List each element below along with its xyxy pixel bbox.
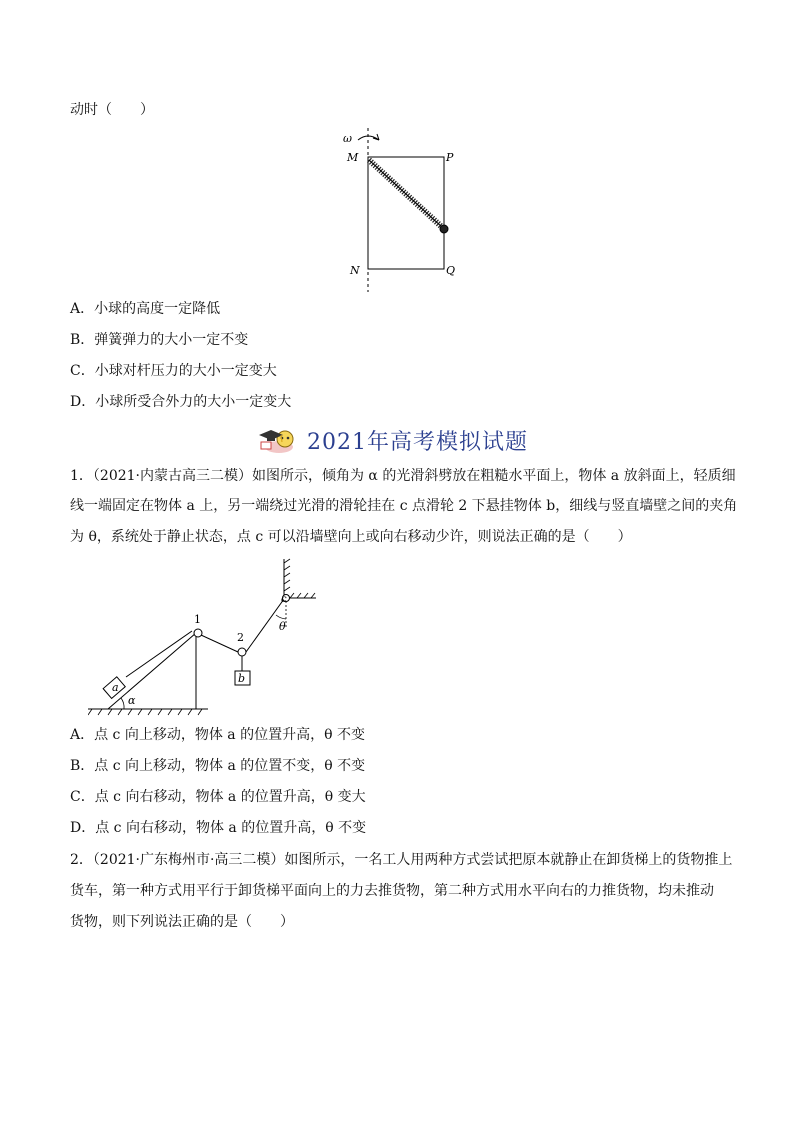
- banner-title: 2021年高考模拟试题: [307, 429, 528, 455]
- label-alpha: α: [128, 694, 136, 707]
- q2-stem-line-2: 货车，第一种方式用平行于卸货梯平面向上的力去推货物，第二种方式用水平向右的力推货物，均未推动: [70, 883, 714, 899]
- label-b: b: [238, 672, 246, 685]
- q2-stem-line-3: 货物，则下列说法正确的是（ ）: [70, 914, 294, 930]
- graduation-cap-icon: [255, 425, 299, 455]
- option-b: B．弹簧弹力的大小一定不变: [70, 332, 249, 348]
- q1-stem-line-3: 为 θ，系统处于静止状态，点 c 可以沿墙壁向上或向右移动少许，则说法正确的是（ ）: [70, 529, 632, 545]
- question-stem-tail: 动时（ ）: [70, 102, 154, 118]
- section-banner: [255, 424, 528, 456]
- label-pulley-2: 2: [237, 631, 244, 644]
- label-M: M: [347, 151, 359, 164]
- label-pulley-1: 1: [194, 613, 201, 626]
- label-a: a: [112, 681, 119, 694]
- q2-stem-line-1: 2．（2021·广东梅州市·高三二模）如图所示，一名工人用两种方式尝试把原本就静止在卸货梯上的货物推上: [70, 852, 733, 868]
- option-d: D．小球所受合外力的大小一定变大: [70, 394, 292, 410]
- label-theta: θ: [279, 620, 286, 633]
- label-N: N: [350, 264, 360, 277]
- rotating-frame-figure: [335, 124, 465, 294]
- q1-option-c: C．点 c 向右移动，物体 a 的位置升高，θ 变大: [70, 789, 366, 805]
- q1-option-a: A．点 c 向上移动，物体 a 的位置升高，θ 不变: [70, 727, 365, 743]
- q1-option-d: D．点 c 向右移动，物体 a 的位置升高，θ 不变: [70, 820, 367, 836]
- q1-stem-line-1: 1．（2021·内蒙古高三二模）如图所示，倾角为 α 的光滑斜劈放在粗糙水平面上，物体 a 放斜面上，轻质细: [70, 468, 736, 484]
- label-c: c: [281, 594, 287, 605]
- label-Q: Q: [446, 264, 456, 277]
- q1-stem-line-2: 线一端固定在物体 a 上，另一端绕过光滑的滑轮挂在 c 点滑轮 2 下悬挂物体 b，细线与竖直墙壁之间的夹角: [70, 498, 738, 514]
- option-a: A．小球的高度一定降低: [70, 301, 221, 317]
- label-P: P: [446, 151, 454, 164]
- omega-label: ω: [343, 132, 352, 145]
- q1-option-b: B．点 c 向上移动，物体 a 的位置不变，θ 不变: [70, 758, 366, 774]
- pulley-incline-figure: [88, 557, 328, 717]
- option-c: C．小球对杆压力的大小一定变大: [70, 363, 277, 379]
